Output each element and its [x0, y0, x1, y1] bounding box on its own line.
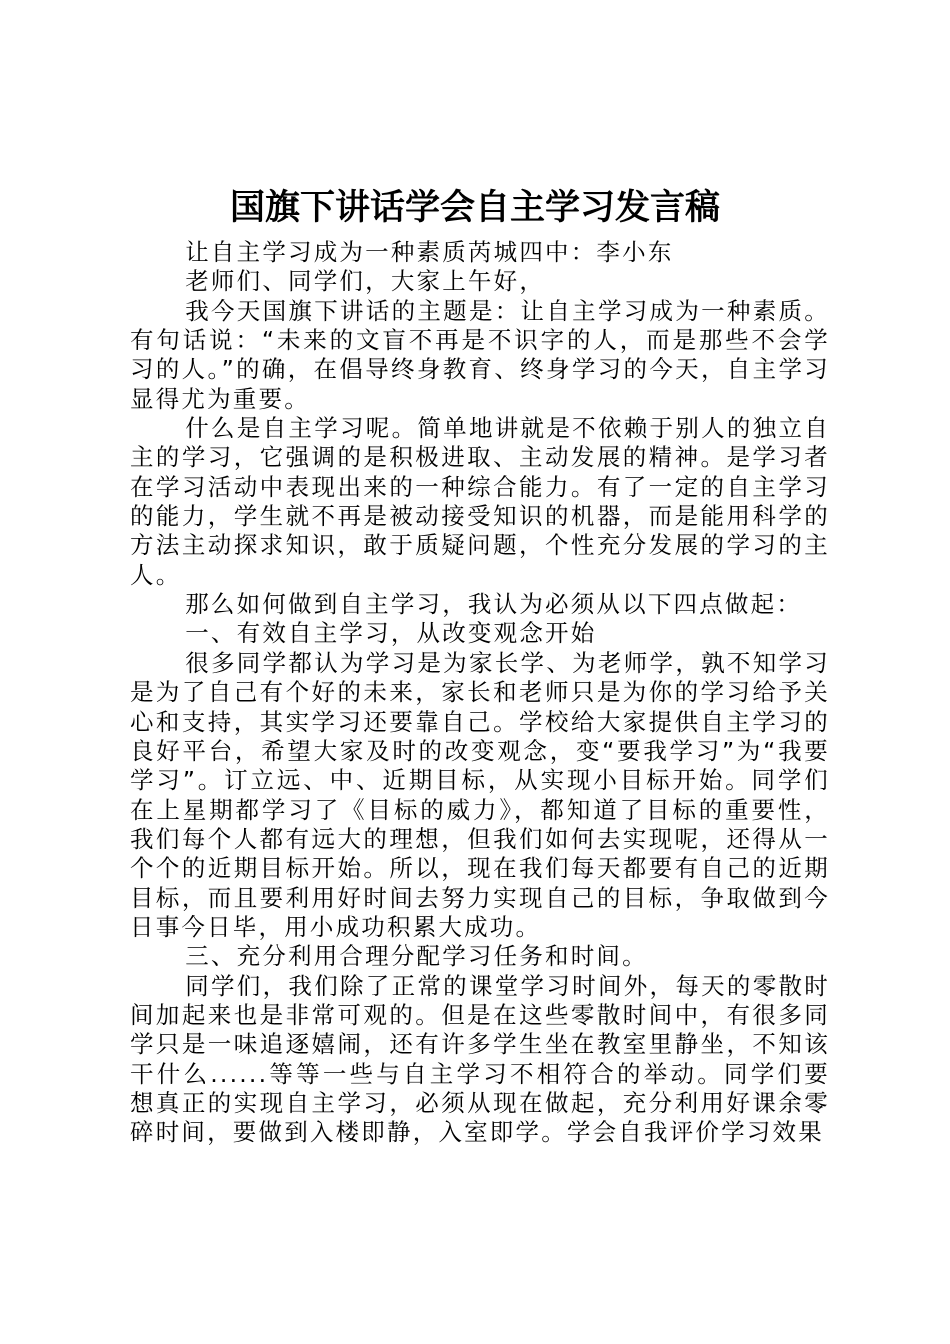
paragraph-point-one-body: 很多同学都认为学习是为家长学、为老师学，孰不知学习是为了自己有个好的未来，家长和老师只是为你的学习给予关心和支持，其实学习还要靠自己。学校给大家提供自主学习的良好平台，希望大家及时的改变观念，变“要我学习”为“我要学习”。订立远、中、近期目标，从实现小目标开始。同学们在上星期都学习了《目标的威力》，都知道了目标的重要性，我们每个人都有远大的理想，但我们如何去实现呢，还得从一个个的近期目标开始。所以，现在我们每天都要有自己的近期目标，而且要利用好时间去努力实现自己的目标，争取做到今日事今日毕，用小成功积累大成功。	[130, 648, 830, 941]
paragraph-theme: 我今天国旗下讲话的主题是：让自主学习成为一种素质。有句话说：“未来的文盲不再是不识字的人，而是那些不会学习的人。”的确，在倡导终身教育、终身学习的今天，自主学习显得尤为重要。	[130, 296, 830, 413]
paragraph-point-one-heading: 一、有效自主学习，从改变观念开始	[185, 619, 597, 648]
paragraph-greeting: 老师们、同学们，大家上午好，	[185, 267, 546, 296]
document-title: 国旗下讲话学会自主学习发言稿	[229, 187, 720, 228]
document-body	[130, 238, 830, 1148]
paragraph-definition: 什么是自主学习呢。简单地讲就是不依赖于别人的独立自主的学习，它强调的是积极进取、主动发展的精神。是学习者在学习活动中表现出来的一种综合能力。有了一定的自主学习的能力，学生就不再是被动接受知识的机器，而是能用科学的方法主动探求知识，敢于质疑问题，个性充分发展的学习的主人。	[130, 414, 830, 589]
paragraph-subtitle-author: 让自主学习成为一种素质芮城四中：李小东	[185, 238, 674, 266]
paragraph-point-three-heading: 三、充分利用合理分配学习任务和时间。	[185, 942, 648, 971]
paragraph-how-to: 那么如何做到自主学习，我认为必须从以下四点做起：	[185, 590, 803, 619]
paragraph-point-three-body: 同学们，我们除了正常的课堂学习时间外，每天的零散时间加起来也是非常可观的。但是在这些零散时间中，有很多同学只是一味追逐嬉闹，还有许多学生坐在教室里静坐，不知该干什么......等等一些与自主学习不相符合的举动。同学们要想真正的实现自主学习，必须从现在做起，充分利用好课余零碎时间，要做到入楼即静，入室即学。学会自我评价学习效果	[130, 971, 830, 1147]
